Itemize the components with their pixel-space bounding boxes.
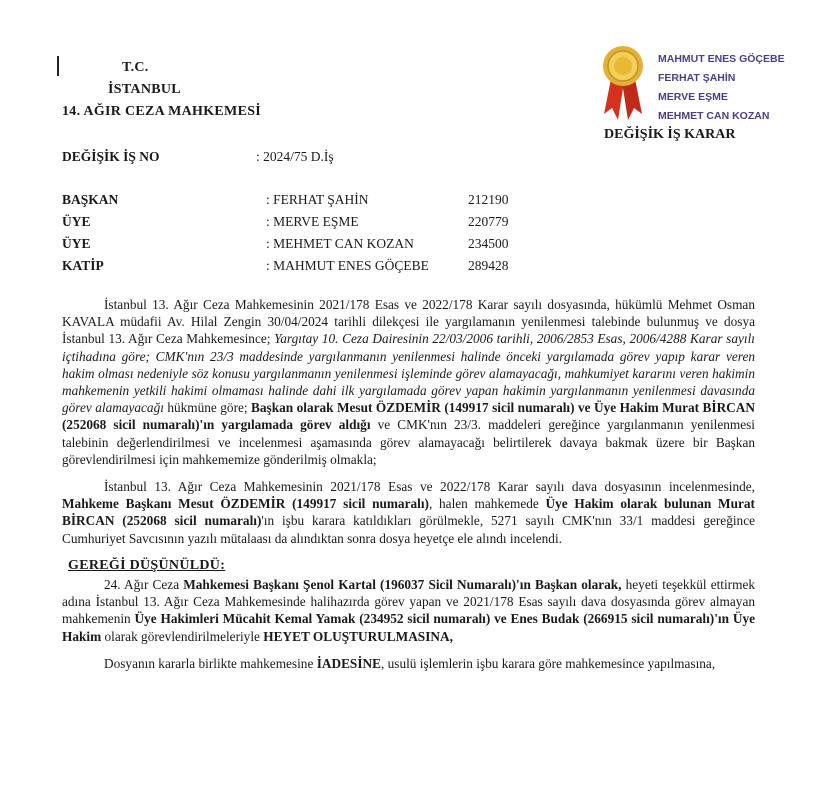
header-city: İSTANBUL — [108, 82, 181, 97]
signatory-name: MAHMUT ENES GÖÇEBE — [658, 53, 785, 65]
paragraph-return: Dosyanın kararla birlikte mahkemesine İADESİNE, usulü işlemlerin işbu karara göre mahkemesince yapılmasına, — [104, 655, 716, 671]
document-type: DEĞİŞİK İŞ KARAR — [604, 127, 736, 142]
panel-role: KATİP — [62, 258, 104, 273]
e-signature-seal-icon — [598, 44, 648, 122]
case-number-value: : 2024/75 D.İş — [256, 149, 334, 164]
signatory-name: FERHAT ŞAHİN — [658, 72, 736, 84]
panel-sicil: 220779 — [468, 214, 509, 229]
panel-name: : MEHMET CAN KOZAN — [266, 236, 414, 251]
decision-body — [62, 296, 755, 682]
panel-sicil: 212190 — [468, 192, 509, 207]
section-heading: GEREĞİ DÜŞÜNÜLDÜ: — [68, 557, 226, 573]
panel-name: : MERVE EŞME — [266, 214, 359, 229]
panel-role: ÜYE — [62, 236, 91, 251]
header-republic: T.C. — [122, 60, 149, 75]
panel-role: ÜYE — [62, 214, 91, 229]
signatory-name: MEHMET CAN KOZAN — [658, 110, 770, 122]
panel-role: BAŞKAN — [62, 192, 119, 207]
signatory-list — [658, 50, 785, 126]
paragraph-examination: İstanbul 13. Ağır Ceza Mahkemesinin 2021/178 Esas ve 2022/178 Karar sayılı dava dosyasının incelenmesinde, Mahkeme Başkanı Mesut ÖZDEMİR (149917 sicil numaralı), halen mahkemede Üye Hakim olarak bulunan Murat BİRCAN (252068 sicil numaralı)'ın işbu karara katıldıkları görülmekle, 5271 sayılı CMK'nın 33/1 maddesi gereğince Cumhuriyet Savcısının yazılı mütalaası da alındıktan sonra dosya heyetçe ele alındı incelendi. — [62, 479, 755, 546]
paragraph-background: İstanbul 13. Ağır Ceza Mahkemesinin 2021/178 Esas ve 2022/178 Karar sayılı dosyasında, hükümlü Mehmet Osman KAVALA müdafii Av. Hilal Zengin 30/04/2024 tarihli dilekçesi ile yargılamanın yenilenmesi talebinde bulunmuş ve dosya İstanbul 13. Ağır Ceza Mahkemesince; Yargıtay 10. Ceza Dairesinin 22/03/2006 tarihli, 2006/2853 Esas, 2006/4288 Karar sayılı içtihadına göre; CMK'nın 23/3 maddesinde yargılanmanın yenilenmesi halinde önceki yargılamada görev yapıp karar veren hakim olması nedeniyle söz konusu yargılanmanın yenilenmesi işleminde görev alamayacağı, mahkumiyet kararını veren hakimin mahkemenin yetkili hakimi olmaması halinde dahi ilk yargılamada görev yapan hakimin yargılanmanın yenilenmesi davasında görev alamayacağı hükmüne göre; Başkan olarak Mesut ÖZDEMİR (149917 sicil numaralı) ve Üye Hakim Murat BİRCAN (252068 sicil numaralı)'ın yargılamada görev aldığı ve CMK'nın 23/3. maddeleri gereğince yargılanmanın yenilenmesi talebinin değerlendirilmesi ve incelenmesi aşamasında görev alamayacağı belirtilerek davaya bakmak üzere bir Başkan görevlendirilmesi için mahkememize gönderilmiş olmakla; — [62, 297, 755, 467]
panel-name: : MAHMUT ENES GÖÇEBE — [266, 258, 429, 273]
panel-name: : FERHAT ŞAHİN — [266, 192, 369, 207]
panel-sicil: 289428 — [468, 258, 509, 273]
paragraph-ruling: 24. Ağır Ceza Mahkemesi Başkanı Şenol Kartal (196037 Sicil Numaralı)'ın Başkan olarak, heyeti teşekkül ettirmek adına İstanbul 13. Ağır Ceza Mahkemesinde halihazırda görev yapan ve 2021/178 Esas sayılı dava dosyasında görev almayan mahkemenin Üye Hakimleri Mücahit Kemal Yamak (234952 sicil numaralı) ve Enes Budak (266915 sicil numaralı)'ın Üye Hakim olarak görevlendirilmeleriyle HEYET OLUŞTURULMASINA, — [62, 577, 755, 644]
signatory-name: MERVE EŞME — [658, 91, 728, 103]
panel-sicil: 234500 — [468, 236, 509, 251]
header-court: 14. AĞIR CEZA MAHKEMESİ — [62, 104, 262, 119]
case-number-label: DEĞİŞİK İŞ NO — [62, 149, 160, 164]
text-cursor — [57, 56, 59, 76]
